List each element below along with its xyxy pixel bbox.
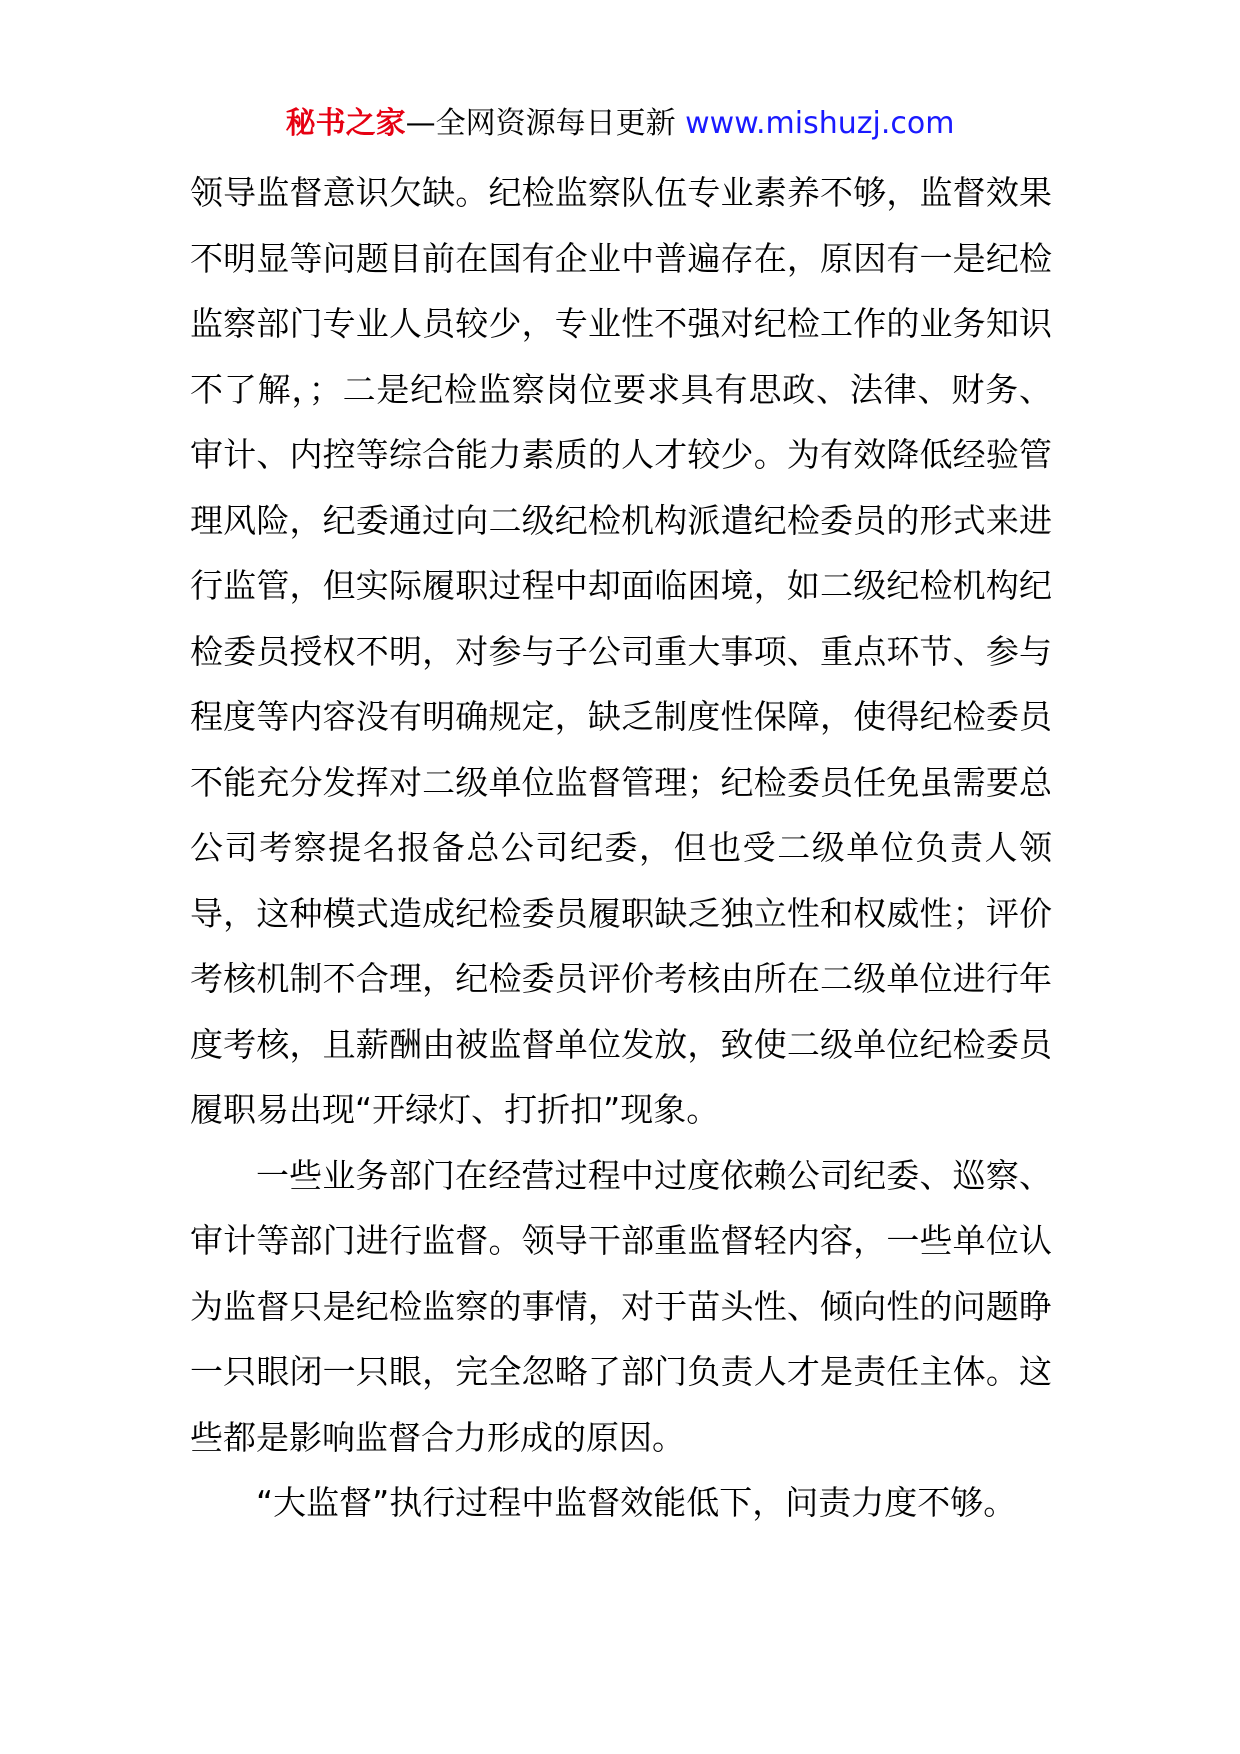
paragraph: 一些业务部门在经营过程中过度依赖公司纪委、巡察、审计等部门进行监督。领导干部重监督轻内容，一些单位认为监督只是纪检监察的事情，对于苗头性、倾向性的问题睁一只眼闭一只眼，完全忽略了部门负责人才是责任主体。这些都是影响监督合力形成的原因。 [190,1155,1052,1457]
paragraph: “大监督”执行过程中监督效能低下，问责力度不够。 [256,1483,1017,1522]
site-header [0,102,1240,146]
document-body [190,160,1052,1536]
site-brand: 秘书之家 [285,106,406,141]
site-url-link[interactable]: www.mishuzj.com [685,106,955,141]
paragraph-continued: 领导监督意识欠缺。纪检监察队伍专业素养不够，监督效果不明显等问题目前在国有企业中普遍存在，原因有一是纪检监察部门专业人员较少，专业性不强对纪检工作的业务知识不了解，；二是纪检监察岗位要求具有思政、法律、财务、审计、内控等综合能力素质的人才较少。为有效降低经验管理风险，纪委通过向二级纪检机构派遣纪检委员的形式来进行监管，但实际履职过程中却面临困境，如二级纪检机构纪检委员授权不明，对参与子公司重大事项、重点环节、参与程度等内容没有明确规定，缺乏制度性保障，使得纪检委员不能充分发挥对二级单位监督管理；纪检委员任免虽需要总公司考察提名报备总公司纪委，但也受二级单位负责人领导，这种模式造成纪检委员履职缺乏独立性和权威性；评价考核机制不合理，纪检委员评价考核由所在二级单位进行年度考核，且薪酬由被监督单位发放，致使二级单位纪检委员履职易出现“开绿灯、打折扣”现象。 [190,173,1052,1129]
site-slogan: —全网资源每日更新 [405,106,676,141]
